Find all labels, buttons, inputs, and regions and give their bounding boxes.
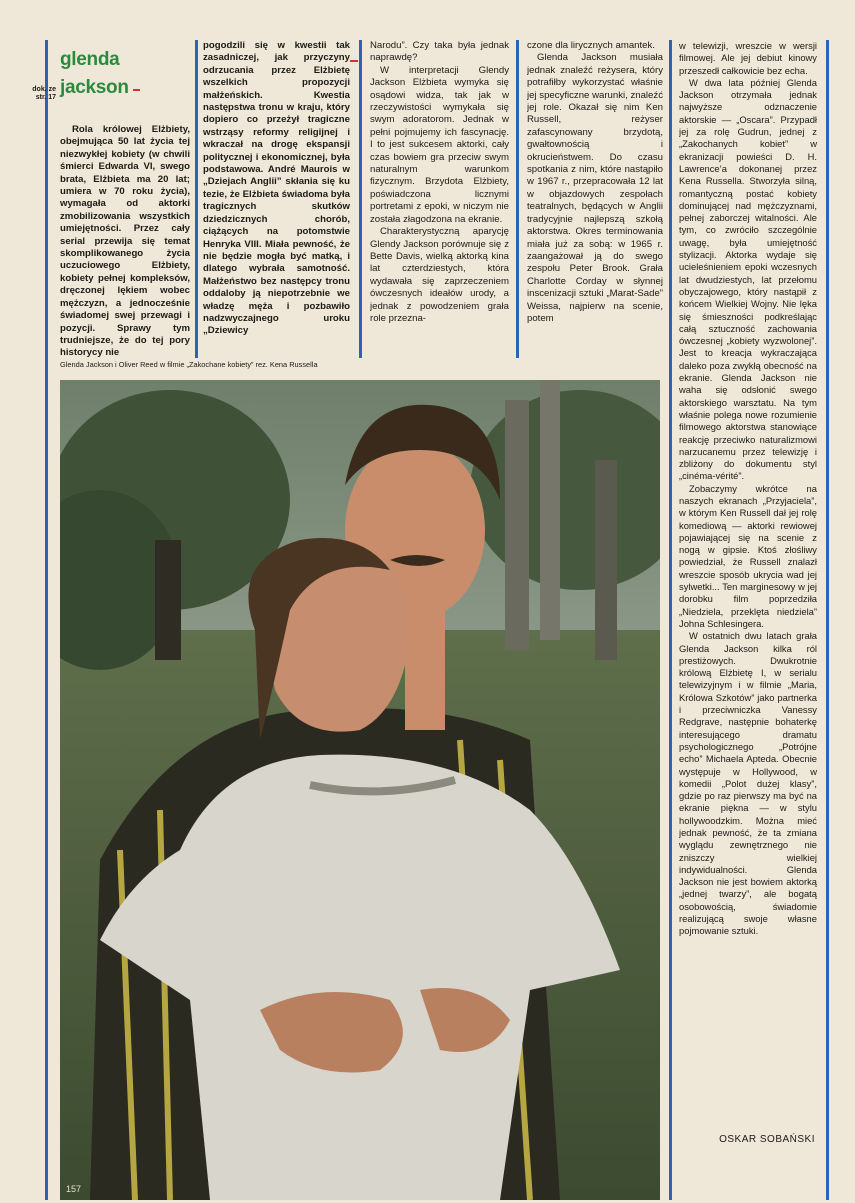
paragraph: Narodu”. Czy taka była jednak naprawdę? xyxy=(370,40,509,64)
column-rule-3 xyxy=(516,40,519,358)
author-byline: OSKAR SOBAŃSKI xyxy=(719,1134,815,1145)
article-title-line1: glenda xyxy=(60,49,120,70)
paragraph: czone dla lirycznych amantek. xyxy=(527,40,655,51)
text-column-2 xyxy=(203,40,350,358)
text-column-3 xyxy=(370,40,509,358)
column-rule-4 xyxy=(669,40,672,1200)
photo-caption: Glenda Jackson i Oliver Reed w filmie „Zakochane kobiety” rez. Kena Russella xyxy=(60,360,318,369)
paragraph: W ostatnich dwu latach grała Glenda Jackson kilka ról prestiżowych. Dwukrotnie królową Elżbietę I, w serialu telewizyjnym i w filmie „Maria, Królowa Szkotów” jako partnerka i przeciwniczka Vanessy Redgrave, następnie bohaterkę interesującego dramatu psychologicznego „Potrójne echo” Michaela Apteda. Obecnie występuje w Hollywood, w komedii „Polot dużej klasy”, gdzie po raz pierwszy ma być na ekranie piękna — w stylu hollywoodzkim. Można mieć jednak pewność, że ta zmiana wyglądu zewnętrznego nie zniszczy wielkiej indywidualności. Glenda Jackson nie jest bowiem aktorką „jednej twarzy”, ale bogatą osobowością, świadomie realizującą swoje własne pojmowanie sztuki. xyxy=(679,630,817,937)
paragraph: Zobaczymy wkrótce na naszych ekranach „Przyjaciela”, w którym Ken Russell dał jej rolę komediową — aktorki rewiowej pojawiającej się na scenie z nogą w gipsie. Ktoś złośliwy powiedział, że Russell znalazł wreszcie sposób ukrycia wad jej sylwetki... Ten marginesowy w jej dorobku film poprzedziła „Niedziela, przeklęta niedziela” Johna Schlesingera. xyxy=(679,482,817,629)
text-column-5 xyxy=(679,40,817,1128)
paragraph: Glenda Jackson musiała jednak znaleźć reżysera, który potrafiłby wykorzystać właśnie jej specyficzne warunki, znaleźć jej role. Okazał się nim Ken Russell, reżyser zafascynowany brzydotą, gwałtownością i okrucieństwem. Do czasu spotkania z nim, które nastąpiło w 1967 r., przepracowała 12 lat w objazdowych zespołach teatralnych, będących w Anglii tradycyjnie najlepszą szkołą aktorstwa. Okres terminowania miała już za sobą: w 1965 r. zaangażował ją do swego zespołu Peter Brook. Grała Charlotte Corday w słynnej inscenizacji sztuki „Marat-Sade” Weissa, najpierw na scenie, potem xyxy=(527,52,663,324)
paragraph: pogodzili się w kwestii tak zasadniczej, jak przyczyny odrzucania przez Elżbietę wszelkich propozycji małżeńskich. Kwestia następstwa tronu w kraju, który dopiero co przeżył tragiczne wstrząsy reformy religijnej i wkraczał na drogę ekspansji politycznej i ekonomicznej, była podstawowa. André Maurois w „Dziejach Anglii” skłania się ku tezie, że Elżbieta świadoma była tragicznych skutków dziedzicznych chorób, ciążących na potomstwie Henryka VIII. Miała pewność, że nie będzie mogła być matką, i dlatego wybrała samotność. Małżeństwo bez następcy tronu oddaloby ją niepotrzebnie we władzę męża i pozbawiło nadzwyczajnego uroku „Dziewicy xyxy=(203,40,350,337)
paragraph: Rola królowej Elżbiety, obejmująca 50 lat życia tej niezwykłej kobiety (w chwili śmierci Edwarda VI, swego brata, Elżbieta ma 20 lat; umiera w 70 roku życia), wymagała od aktorki zmobilizowania wszystkich umiejętności. Przez cały serial przewija się temat skomplikowanego życia uczuciowego Elżbiety, kobiety pełnej kompleksów, dręczonej lękiem wobec mężczyzn, a jednocześnie świadomej swej przewagi i pozycji. Sprawy tym trudniejsze, że do tej pory historycy nie xyxy=(60,124,190,358)
column-red-dash xyxy=(350,60,358,62)
photo-page-number: 157 xyxy=(66,1184,82,1194)
column-rule-left xyxy=(45,40,48,1200)
paragraph: Charakterystyczną aparycję Glendy Jackson porównuje się z Bette Davis, wielką aktorką kina lat czterdziestych, która wydawała się zaprzeczeniem ówczesnych ideałów urody, a jednak z powodzeniem grała role przezna- xyxy=(370,226,509,324)
text-column-1 xyxy=(60,124,190,358)
title-red-dash xyxy=(133,89,140,91)
column-rule-1 xyxy=(195,40,198,358)
column-rule-right xyxy=(826,40,829,1200)
continuation-label: dok. ze str. 17 xyxy=(32,86,56,101)
article-title-line2: jackson xyxy=(60,77,129,98)
paragraph: w telewizji, wreszcie w wersji filmowej. Ale jej debiut kinowy przeszedł całkowicie bez echa. xyxy=(679,40,817,76)
text-column-4 xyxy=(527,40,663,358)
paragraph: W dwa lata później Glenda Jackson otrzymała jednak najwyższe odznaczenie aktorskie — „Oscara”. Przypadł jej za rolę Gudrun, jednej z „Zakochanych kobiet” w ekranizacji powieści D. H. Lawrence’a dokonanej przez Kena Russella. Stworzyła silną, romantyczną postać kobiety dominującej nad mężczyznami, pełnej zaborczej witalności. Ale tym, co zwróciło szczególnie uwagę, była umiejętność stylizacji. Aktorka wydaje się ucieleśnieniem epoki wczesnych lat dwudziestych, lat przełomu obyczajowego, który nastąpił z końcem Wielkiej Wojny. Nie lęka się śmieszności podkreślając całą sztuczność zachowania ówczesnej „kobiety wyzwolonej”. Jest to kreacja wykraczająca daleko poza zwykłą obecność na ekranie. Glenda Jackson nie waha się odsłonić swego aktorskiego warsztatu. Na tym właśnie polega nowe rozumienie filmowego aktorstwa stanowiące reakcję przeciwko naturalizmowi narzucanemu przez telewizję i zbliżony do dokumentu styl „cinéma-vérité”. xyxy=(679,76,817,482)
film-still-photo xyxy=(60,380,660,1200)
column-rule-2 xyxy=(359,40,362,358)
paragraph: W interpretacji Glendy Jackson Elżbieta wymyka się osądowi widza, tak jak w rzeczywistości wymykała się swym adoratorom. Jednak w pełni pojmujemy ich fascynację. I to jest sukcesem aktorki, cały czas bowiem gra przeciw swym naturalnym warunkom fizycznym. Brzydota Elżbiety, poświadczona licznymi portretami z epoki, w niczym nie została złagodzona na ekranie. xyxy=(370,64,509,225)
photo-illustration xyxy=(60,380,660,1200)
